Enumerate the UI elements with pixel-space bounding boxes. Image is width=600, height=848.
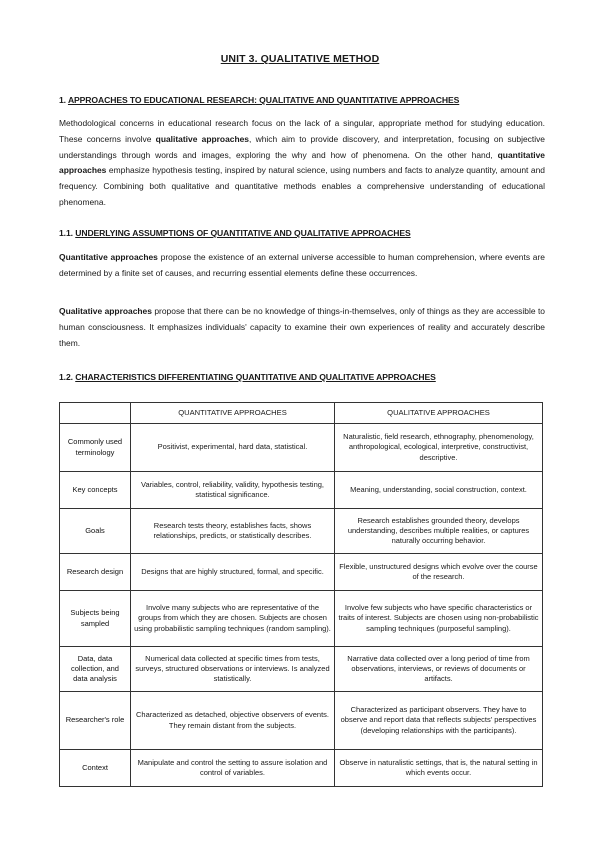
bold-term: quantitative approaches xyxy=(59,149,545,176)
section-1-1-title: UNDERLYING ASSUMPTIONS OF QUANTITATIVE AND QUALITATIVE APPROACHES xyxy=(75,228,411,238)
qualitative-cell: Research establishes grounded theory, develops understanding, describes multiple realities, or captures naturally occurring behavior. xyxy=(335,509,543,554)
quantitative-cell: Manipulate and control the setting to assure isolation and control of variables. xyxy=(131,750,335,787)
section-1-1-heading xyxy=(59,228,559,238)
bold-term: Qualitative approaches xyxy=(59,306,152,316)
qualitative-cell: Observe in naturalistic settings, that is, the natural setting in which events occur. xyxy=(335,750,543,787)
text-run: , which aim to provide discovery, and interpretation, focusing on subjective understandings through words and images, exploring the why and how of phenomena. On the other hand, xyxy=(59,133,545,160)
quantitative-cell: Research tests theory, establishes facts, shows relationships, predicts, or statistically describes. xyxy=(131,509,335,554)
row-label: Goals xyxy=(60,509,131,554)
table-row xyxy=(60,472,543,509)
qualitative-assumptions-paragraph xyxy=(59,304,545,351)
quantitative-cell: Designs that are highly structured, formal, and specific. xyxy=(131,554,335,591)
text-run: Methodological concerns in educational research focus on the lack of a singular, appropriate method for studying education. These concerns involve xyxy=(59,118,545,144)
table-header-row xyxy=(60,403,543,424)
table-row xyxy=(60,647,543,692)
qualitative-cell: Involve few subjects who have specific characteristics or traits of interest. Subjects are chosen using non-probabilistic sampling techniques (purposeful sampling). xyxy=(335,591,543,647)
row-label: Commonly used terminology xyxy=(60,424,131,472)
quantitative-cell: Characterized as detached, objective observers of events. They remain distant from the subjects. xyxy=(131,692,335,750)
table-row xyxy=(60,750,543,787)
section-1-number: 1. xyxy=(59,95,66,105)
quantitative-cell: Positivist, experimental, hard data, statistical. xyxy=(131,424,335,472)
table-row xyxy=(60,591,543,647)
section-1-2-heading xyxy=(59,372,559,382)
row-label: Key concepts xyxy=(60,472,131,509)
page-title: UNIT 3. QUALITATIVE METHOD xyxy=(220,53,380,65)
quantitative-cell: Variables, control, reliability, validity, hypothesis testing, statistical significance. xyxy=(131,472,335,509)
section-1-paragraph xyxy=(59,116,545,211)
section-1-heading xyxy=(59,95,559,105)
row-label: Research design xyxy=(60,554,131,591)
section-1-1-number: 1.1. xyxy=(59,228,73,238)
header-cell-qualitative: QUALITATIVE APPROACHES xyxy=(335,403,543,424)
bold-term: Quantitative approaches xyxy=(59,252,158,262)
quantitative-assumptions-paragraph xyxy=(59,250,545,282)
qualitative-cell: Meaning, understanding, social construction, context. xyxy=(335,472,543,509)
row-label: Data, data collection, and data analysis xyxy=(60,647,131,692)
row-label: Subjects being sampled xyxy=(60,591,131,647)
qualitative-cell: Narrative data collected over a long period of time from observations, interviews, or reviews of documents or artifacts. xyxy=(335,647,543,692)
section-1-2-title: CHARACTERISTICS DIFFERENTIATING QUANTITATIVE AND QUALITATIVE APPROACHES xyxy=(75,372,436,382)
row-label: Researcher's role xyxy=(60,692,131,750)
row-label: Context xyxy=(60,750,131,787)
table-row xyxy=(60,509,543,554)
qualitative-cell: Naturalistic, field research, ethnography, phenomenology, anthropological, ecological, interpretive, constructivist, descriptive. xyxy=(335,424,543,472)
qualitative-cell: Flexible, unstructured designs which evolve over the course of the research. xyxy=(335,554,543,591)
text-run: propose the existence of an external universe accessible to human comprehension, where events are determined by a finite set of causes, and recurring essential elements define these occurrences. xyxy=(59,252,545,278)
comparison-table xyxy=(59,402,543,787)
bold-term: qualitative approaches xyxy=(155,133,250,144)
section-1-title: APPROACHES TO EDUCATIONAL RESEARCH: QUALITATIVE AND QUANTITATIVE APPROACHES xyxy=(67,95,460,105)
quantitative-cell: Numerical data collected at specific times from tests, surveys, structured observations or interviews. Is analyzed statistically. xyxy=(131,647,335,692)
header-cell-quantitative: QUANTITATIVE APPROACHES xyxy=(131,403,335,424)
header-cell-empty xyxy=(60,403,131,424)
table-row xyxy=(60,424,543,472)
text-run: propose that there can be no knowledge of things-in-themselves, only of things as they are accessible to human consciousness. It emphasizes individuals' capacity to examine their own experiences of reality and accurately describe them. xyxy=(59,306,545,348)
table-row xyxy=(60,554,543,591)
text-run: emphasize hypothesis testing, inspired by natural science, using numbers and facts to analyze quantity, amount and frequency. Combining both qualitative and quantitative methods enables a comprehensive understanding of educational phenomena. xyxy=(59,165,545,207)
section-1-2-number: 1.2. xyxy=(59,372,73,382)
quantitative-cell: Involve many subjects who are representative of the groups from which they are chosen. Subjects are chosen using probabilistic sampling techniques (random sampling). xyxy=(131,591,335,647)
qualitative-cell: Characterized as participant observers. They have to observe and report data that reflects subjects' perspectives (developing relationships with the participants). xyxy=(335,692,543,750)
table-row xyxy=(60,692,543,750)
